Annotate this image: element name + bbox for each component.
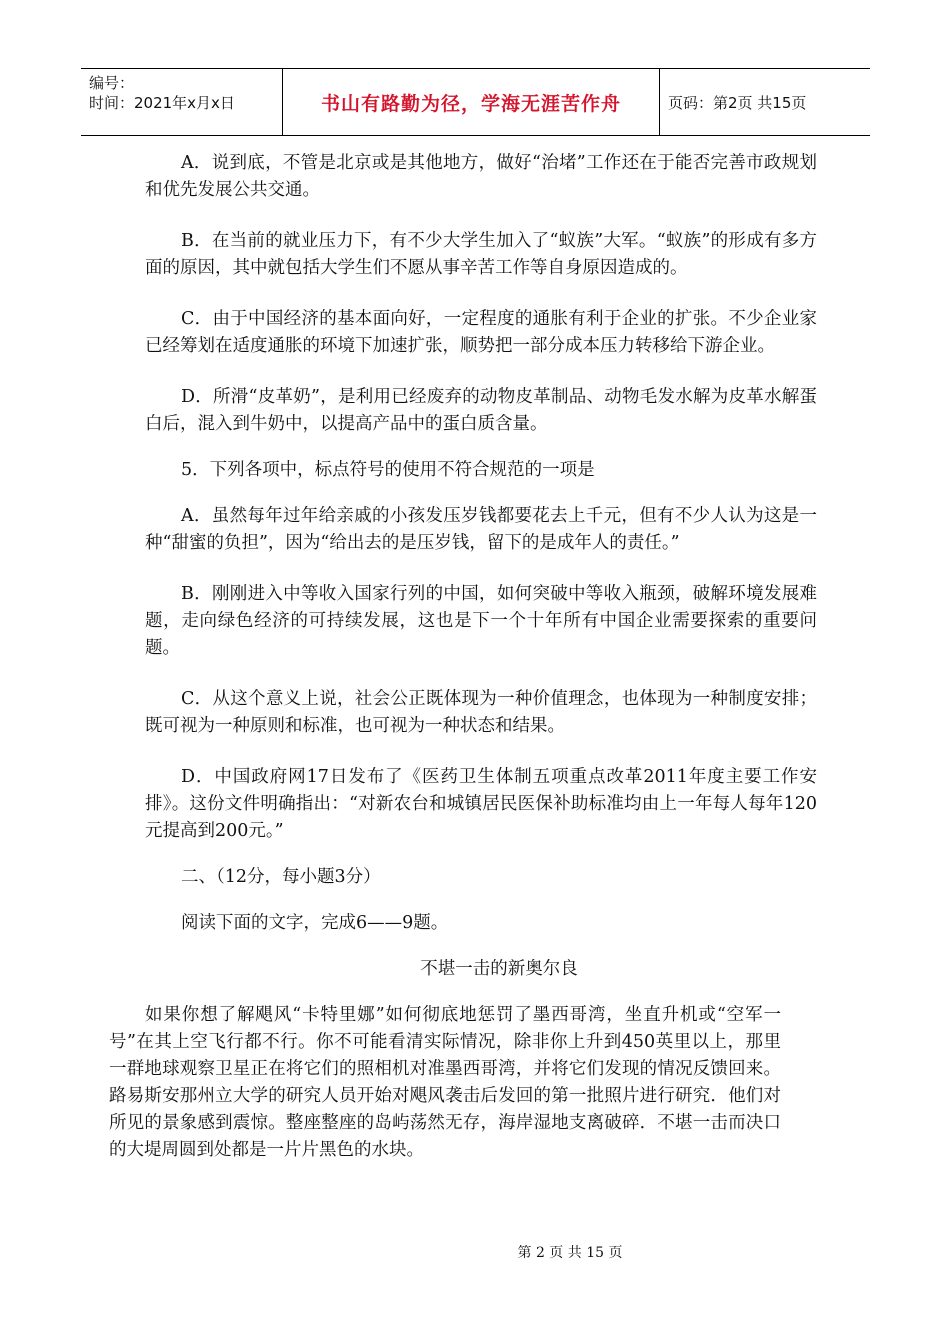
question-5: 5．下列各项中，标点符号的使用不符合规范的一项是 [181, 460, 595, 480]
document-date-label: 时间：2021年x月x日 [89, 94, 235, 112]
document-code-label: 编号： [89, 74, 135, 92]
page-footer [0, 1242, 950, 1262]
option-4c: C．由于中国经济的基本面向好，一定程度的通胀有利于企业的扩张。不少企业家已经筹划在适度通胀的环境下加速扩张，顺势把一部分成本压力转移给下游企业。 [145, 309, 817, 356]
option-4d: D．所滑“皮革奶”，是利用已经废弃的动物皮革制品、动物毛发水解为皮革水解蛋白后，混入到牛奶中，以提高产品中的蛋白质含量。 [145, 387, 817, 434]
header-motto: 书山有路勤为径，学海无涯苦作舟 [320, 92, 621, 115]
option-5c: C．从这个意义上说，社会公正既体现为一种价值理念，也体现为一种制度安排；既可视为一种原则和标准，也可视为一种状态和结果。 [145, 689, 817, 736]
section-2-heading: 二、（12分，每小题3分） [181, 867, 381, 887]
option-5b: B．刚刚进入中等收入国家行列的中国，如何突破中等收入瓶颈，破解环境发展难题，走向绿色经济的可持续发展，这也是下一个十年所有中国企业需要探索的重要问题。 [145, 584, 817, 658]
page-header [81, 68, 870, 136]
option-5d: D．中国政府网17日发布了《医药卫生体制五项重点改革2011年度主要工作安排》。这份文件明确指出：“对新农台和城镇居民医保补助标准均由上一年每人每年120元提高到200元。” [145, 767, 817, 841]
header-page-cell [660, 69, 870, 135]
footer-page-number: 第 2 页 共 15 页 [517, 1245, 623, 1261]
option-5a: A．虽然每年过年给亲戚的小孩发压岁钱都要花去上千元，但有不少人认为这是一种“甜蜜的负担”，因为“给出去的是压岁钱，留下的是成年人的责任。” [145, 506, 817, 553]
option-4b: B．在当前的就业压力下，有不少大学生加入了“蚁族”大军。“蚁族”的形成有多方面的原因，其中就包括大学生们不愿从事辛苦工作等自身原因造成的。 [145, 231, 817, 278]
reading-instruction: 阅读下面的文字，完成6——9题。 [181, 913, 449, 933]
header-meta-cell [81, 69, 283, 135]
header-motto-cell [283, 69, 660, 135]
article-body: 如果你想了解飓风“卡特里娜”如何彻底地惩罚了墨西哥湾，坐直升机或“空军一号”在其上空飞行都不行。你不可能看清实际情况，除非你上升到450英里以上，那里一群地球观察卫星正在将它们的照相机对准墨西哥湾，并将它们发现的情况反馈回来。路易斯安那州立大学的研究人员开始对飓风袭击后发回的第一批照片进行研究．他们对所见的景象感到震惊。整座整座的岛屿荡然无存，海岸湿地支离破碎．不堪一击而决口的大堤周圆到处都是一片片黑色的水块。 [109, 1005, 781, 1160]
header-page-label: 页码：第2页 共15页 [668, 93, 807, 112]
article-title: 不堪一击的新奥尔良 [420, 959, 578, 979]
document-body [109, 150, 817, 1164]
option-4a: A．说到底，不管是北京或是其他地方，做好“治堵”工作还在于能否完善市政规划和优先发展公共交通。 [145, 153, 817, 200]
